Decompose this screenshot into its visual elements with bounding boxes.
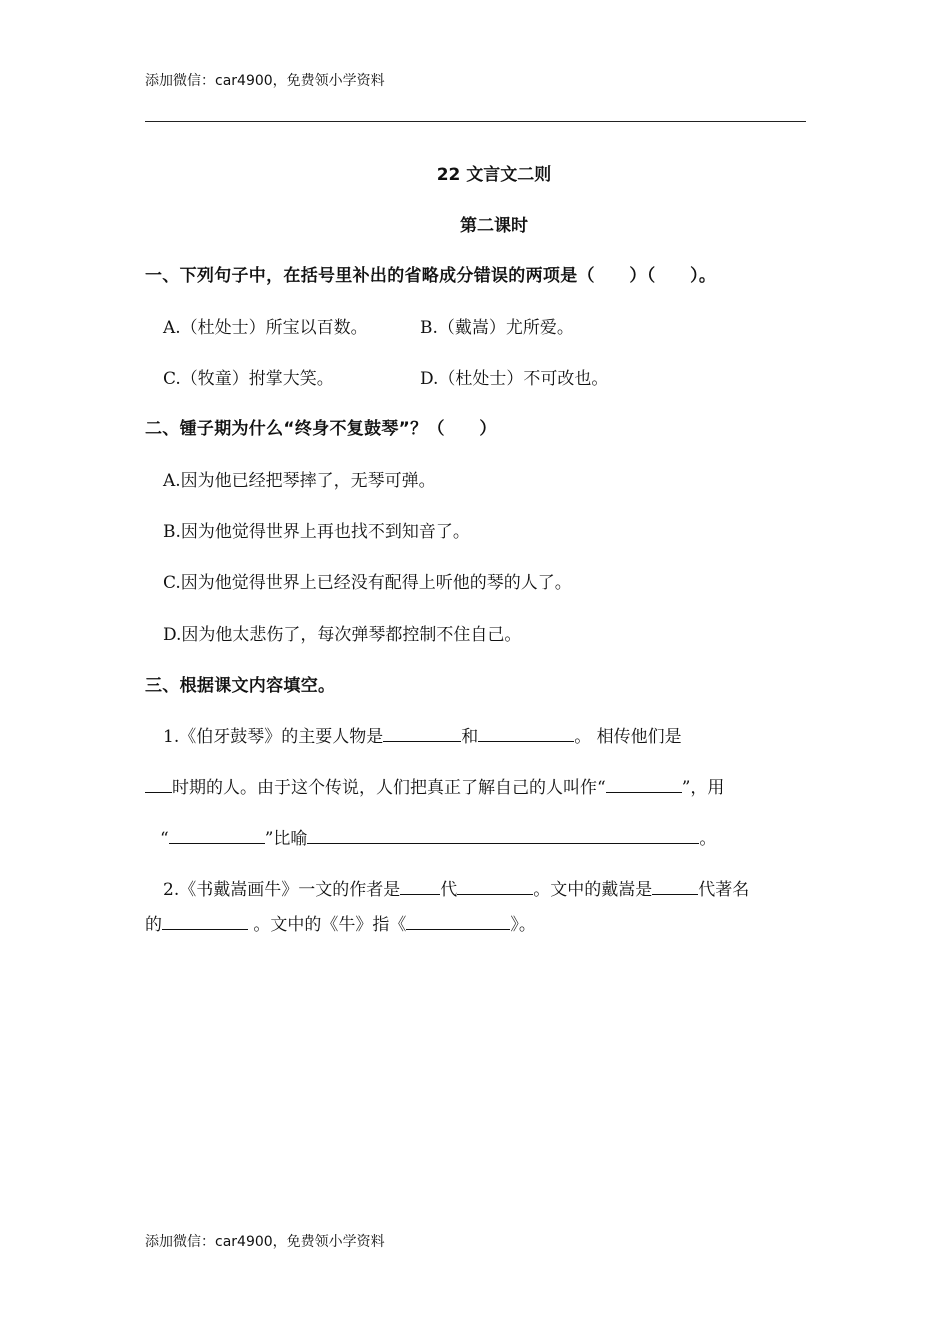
q3-item2-text-c: 。文中的戴嵩是: [533, 880, 653, 900]
q1-option-a: A.（杜处士）所宝以百数。: [163, 318, 368, 338]
blank-term-2[interactable]: [169, 825, 265, 844]
question-2-stem: 二、锺子期为什么“终身不复鼓琴”？（ ）: [145, 419, 497, 439]
q3-item1-text-a: 1.《伯牙鼓琴》的主要人物是: [163, 727, 384, 747]
q3-item1-text-d: 时期的人。由于这个传说，人们把真正了解自己的人叫作“: [172, 778, 606, 798]
header-divider: [145, 121, 806, 122]
blank-daisong-dynasty[interactable]: [652, 876, 698, 895]
blank-painting-title[interactable]: [406, 911, 510, 930]
blank-term-1[interactable]: [606, 774, 682, 793]
blank-period[interactable]: [145, 774, 172, 793]
q3-item2-text-b: 代: [440, 880, 458, 900]
q2-option-d: D.因为他太悲伤了，每次弹琴都控制不住自己。: [163, 625, 522, 645]
q3-item2-line2: [145, 910, 536, 935]
q2-option-b: B.因为他觉得世界上再也找不到知音了。: [163, 522, 470, 542]
q2-option-a: A.因为他已经把琴摔了，无琴可弹。: [163, 471, 436, 491]
q1-option-c: C.（牧童）拊掌大笑。: [163, 369, 334, 389]
q3-item1-text-b: 和: [461, 727, 479, 747]
page-title: 22 文言文二则: [436, 165, 552, 185]
q3-item1-text-f: “: [160, 829, 169, 849]
question-3-stem: 三、根据课文内容填空。: [145, 676, 336, 696]
q3-item1-line1: [163, 722, 682, 747]
blank-main-character-1[interactable]: [383, 723, 461, 742]
q3-item1-line2: [145, 773, 724, 798]
q3-item2-line1: [163, 875, 749, 900]
q3-item1-line3: [160, 824, 716, 849]
header-note: 添加微信：car4900，免费领小学资料: [145, 73, 385, 89]
q3-item2-text-d: 代著名: [698, 880, 750, 900]
q3-item2-text-f: 。文中的《牛》指《: [248, 915, 407, 935]
q3-item1-text-h: 。: [699, 829, 717, 849]
q1-option-d: D.（杜处士）不可改也。: [420, 369, 609, 389]
blank-daisong-profession[interactable]: [162, 911, 248, 930]
blank-author-dynasty[interactable]: [400, 876, 440, 895]
blank-metaphor[interactable]: [307, 825, 699, 844]
q3-item1-text-c: 。 相传他们是: [574, 727, 682, 747]
blank-main-character-2[interactable]: [478, 723, 574, 742]
q3-item1-text-g: ”比喻: [264, 829, 308, 849]
question-1-stem: 一、下列句子中，在括号里补出的省略成分错误的两项是（ ）（ ）。: [145, 266, 717, 286]
q3-item1-text-e: ”，用: [681, 778, 725, 798]
footer-note: 添加微信：car4900，免费领小学资料: [145, 1234, 385, 1250]
q3-item2-text-e: 的: [145, 915, 162, 935]
q2-option-c: C.因为他觉得世界上已经没有配得上听他的琴的人了。: [163, 573, 572, 593]
blank-author-name[interactable]: [457, 876, 533, 895]
q1-option-b: B.（戴嵩）尤所爱。: [420, 318, 574, 338]
q3-item2-text-a: 2.《书戴嵩画牛》一文的作者是: [163, 880, 401, 900]
q3-item2-text-g: 》。: [510, 915, 536, 935]
page-subtitle: 第二课时: [460, 216, 528, 236]
